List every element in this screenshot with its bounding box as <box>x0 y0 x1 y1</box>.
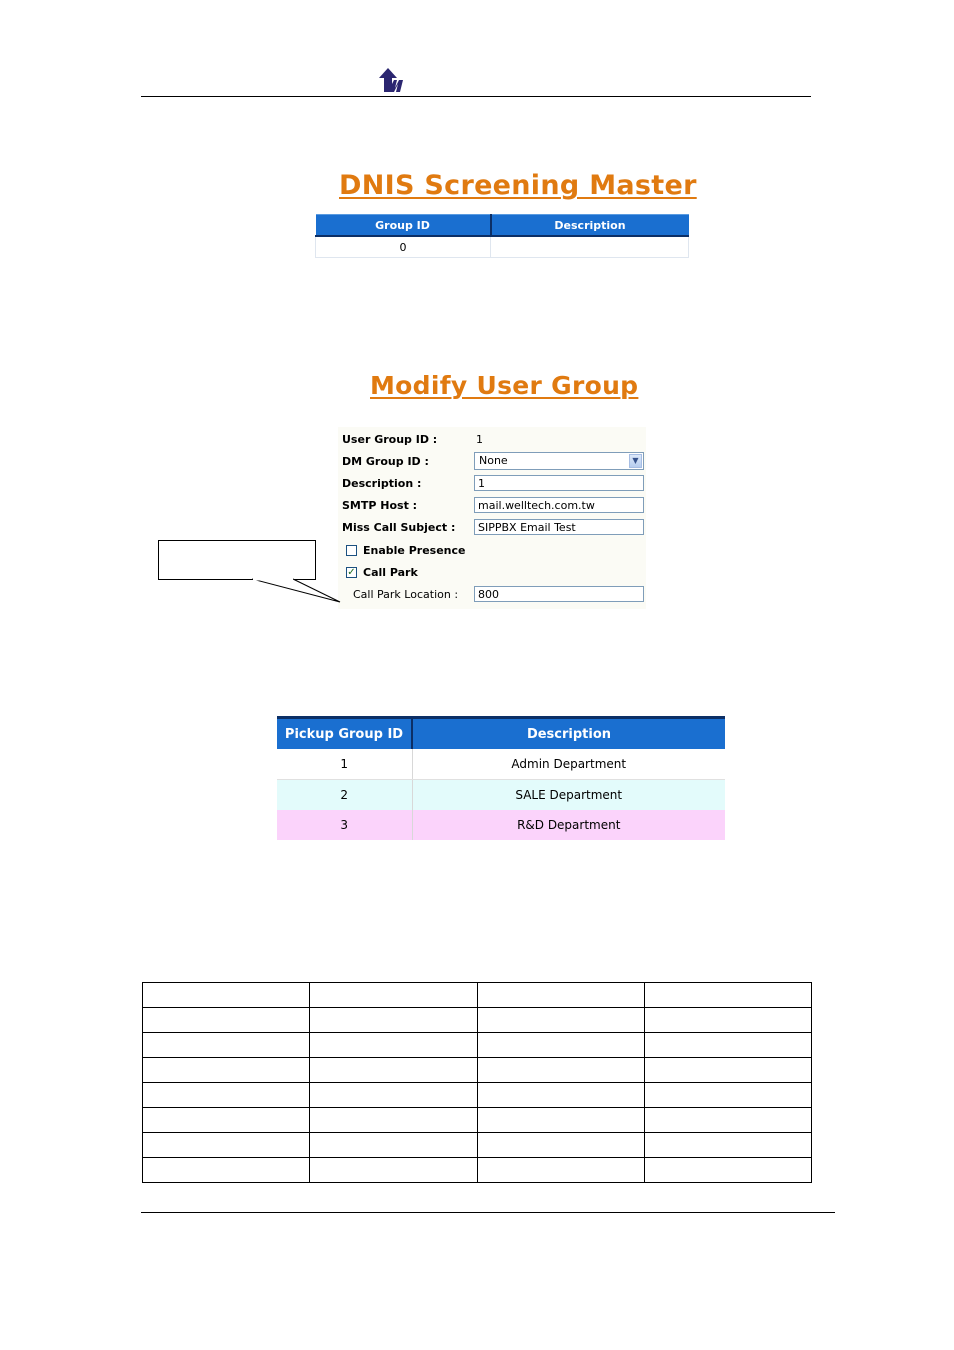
grid-cell <box>477 1133 644 1158</box>
grid-cell <box>477 1108 644 1133</box>
grid-cell <box>143 1008 310 1033</box>
grid-cell <box>143 1083 310 1108</box>
grid-cell <box>310 1133 477 1158</box>
pickup-cell-id: 3 <box>277 810 412 840</box>
call-park-location-label: Call Park Location : <box>353 588 459 601</box>
grid-cell <box>310 1083 477 1108</box>
grid-cell <box>644 1083 811 1108</box>
miss-call-subject-label: Miss Call Subject : <box>342 521 456 534</box>
pickup-header-id[interactable]: Pickup Group ID <box>277 718 412 750</box>
dnis-header-description[interactable]: Description <box>491 215 689 237</box>
callout-pointer <box>240 570 360 610</box>
table-row[interactable] <box>277 810 725 840</box>
table-row <box>143 1108 812 1133</box>
dnis-cell-description <box>491 236 689 258</box>
smtp-host-input[interactable]: mail.welltech.com.tw <box>474 497 644 513</box>
user-group-id-value: 1 <box>476 433 483 446</box>
grid-cell <box>310 1058 477 1083</box>
grid-cell <box>310 1008 477 1033</box>
chevron-down-icon[interactable]: ▼ <box>629 454 642 468</box>
grid-cell <box>644 1008 811 1033</box>
grid-cell <box>143 1158 310 1183</box>
grid-cell <box>310 1158 477 1183</box>
footer-rule <box>141 1212 835 1213</box>
table-row <box>143 1008 812 1033</box>
table-row <box>143 1158 812 1183</box>
grid-cell <box>477 1083 644 1108</box>
grid-cell <box>143 983 310 1008</box>
miss-call-subject-input[interactable]: SIPPBX Email Test <box>474 519 644 535</box>
enable-presence-label: Enable Presence <box>363 544 466 557</box>
grid-cell <box>310 1108 477 1133</box>
call-park-label: Call Park <box>363 566 418 579</box>
checkmark-icon: ✓ <box>347 567 356 578</box>
modify-user-group-title: Modify User Group <box>370 371 639 400</box>
dm-group-select[interactable] <box>474 452 644 470</box>
pickup-header-description[interactable]: Description <box>412 718 725 750</box>
grid-cell <box>310 1033 477 1058</box>
grid-cell <box>477 1058 644 1083</box>
table-row <box>143 1033 812 1058</box>
grid-cell <box>477 1158 644 1183</box>
pickup-cell-description: Admin Department <box>412 749 725 780</box>
table-row <box>143 1058 812 1083</box>
pickup-cell-id: 2 <box>277 780 412 811</box>
description-label: Description : <box>342 477 422 490</box>
grid-cell <box>143 1033 310 1058</box>
grid-cell <box>644 983 811 1008</box>
grid-cell <box>477 1008 644 1033</box>
dnis-table <box>315 214 689 258</box>
pickup-cell-id: 1 <box>277 749 412 780</box>
grid-cell <box>477 983 644 1008</box>
header-rule <box>141 96 811 97</box>
table-row <box>143 983 812 1008</box>
grid-cell <box>477 1033 644 1058</box>
pickup-cell-description: SALE Department <box>412 780 725 811</box>
grid-cell <box>143 1108 310 1133</box>
grid-cell <box>310 983 477 1008</box>
call-park-location-input[interactable]: 800 <box>474 586 644 602</box>
table-row[interactable] <box>277 780 725 811</box>
grid-cell <box>644 1158 811 1183</box>
table-row[interactable] <box>316 236 689 258</box>
company-logo-icon <box>376 66 406 94</box>
table-row[interactable] <box>277 749 725 780</box>
dnis-cell-group-id: 0 <box>316 236 491 258</box>
enable-presence-checkbox[interactable] <box>346 545 357 556</box>
dm-group-label: DM Group ID : <box>342 455 429 468</box>
smtp-host-label: SMTP Host : <box>342 499 418 512</box>
pickup-cell-description: R&D Department <box>412 810 725 840</box>
user-group-id-label: User Group ID : <box>342 433 438 446</box>
empty-grid-table <box>142 982 812 1183</box>
dm-group-selected-value: None <box>479 454 508 467</box>
table-row <box>143 1133 812 1158</box>
grid-cell <box>143 1133 310 1158</box>
grid-cell <box>143 1058 310 1083</box>
dnis-title: DNIS Screening Master <box>339 170 697 201</box>
grid-cell <box>644 1133 811 1158</box>
description-input[interactable]: 1 <box>474 475 644 491</box>
pickup-group-table <box>277 716 725 840</box>
grid-cell <box>644 1058 811 1083</box>
grid-cell <box>644 1033 811 1058</box>
dnis-header-group-id[interactable]: Group ID <box>316 215 491 237</box>
grid-cell <box>644 1108 811 1133</box>
table-row <box>143 1083 812 1108</box>
